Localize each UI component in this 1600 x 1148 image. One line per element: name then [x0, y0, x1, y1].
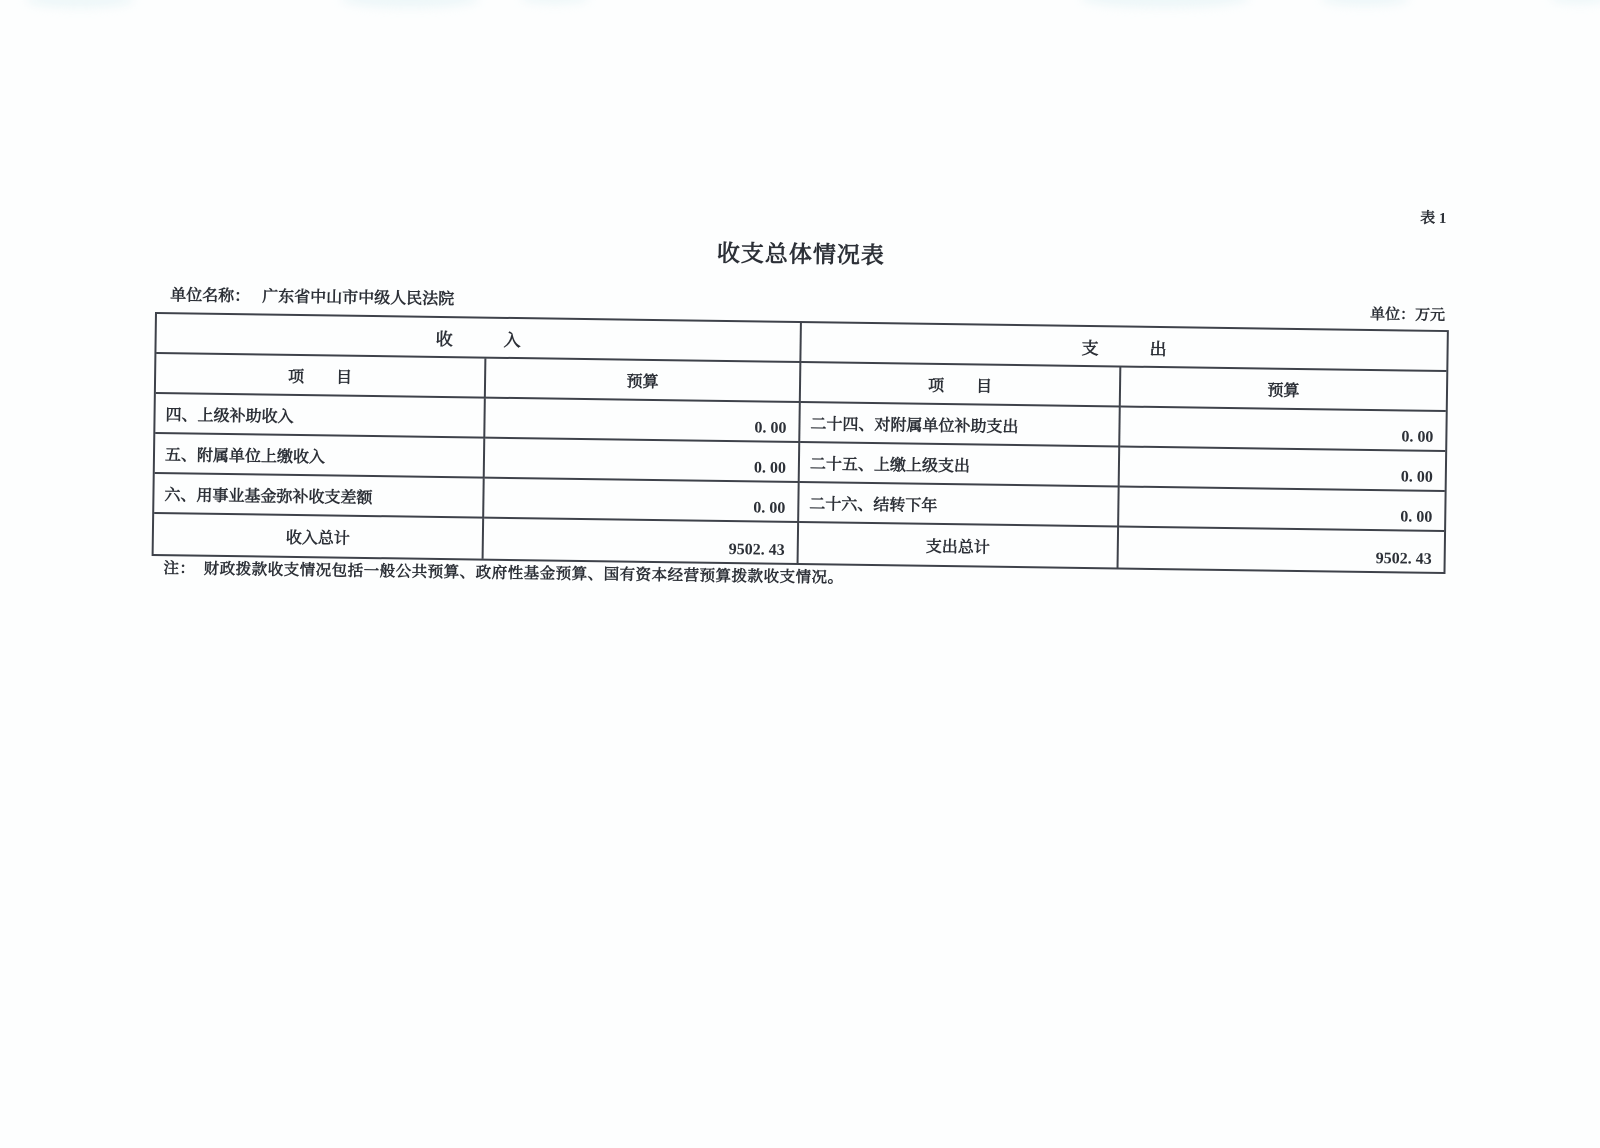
unit-name-value: 广东省中山市中级人民法院: [262, 288, 455, 309]
income-item-column-header: 项 目: [156, 354, 487, 399]
scan-artifact: [1080, 0, 1250, 8]
page-title: 收支总体情况表: [716, 240, 886, 269]
unit-name-label: 单位名称：: [170, 287, 251, 306]
budget-table: [152, 312, 1449, 574]
currency-unit-label: 单位：万元: [1369, 306, 1446, 325]
expense-section-header: 支 出: [801, 323, 1446, 372]
scan-artifact: [520, 0, 590, 4]
income-row-value: 0. 00: [485, 399, 801, 443]
income-budget-column-header: 预算: [486, 359, 802, 403]
unit-name: [170, 282, 454, 309]
expense-item-column-header: 项 目: [801, 363, 1122, 407]
income-row-value: 0. 00: [484, 479, 800, 523]
income-row-value: 0. 00: [485, 439, 801, 483]
income-section-header: 收 入: [156, 314, 801, 363]
expense-total-label: 支出总计: [799, 523, 1120, 567]
expense-row-value: 0. 00: [1119, 487, 1445, 532]
expense-row-value: 0. 00: [1120, 407, 1446, 452]
income-total-label: 收入总计: [154, 514, 485, 559]
expense-budget-column-header: 预算: [1121, 367, 1447, 412]
income-total-value: 9502. 43: [484, 519, 800, 563]
footnote: 注： 财政拨款收支情况包括一般公共预算、政府性基金预算、国有资本经营预算拨款收支情况。: [163, 560, 844, 587]
expense-row-value: 0. 00: [1120, 447, 1446, 492]
income-row-item: 六、用事业基金弥补收支差额: [154, 474, 485, 519]
income-row-item: 四、上级补助收入: [155, 394, 486, 439]
expense-row-item: 二十六、结转下年: [799, 483, 1120, 527]
table-number-tag: 表 1: [1420, 210, 1447, 228]
expense-row-item: 二十四、对附属单位补助支出: [800, 403, 1121, 447]
scan-artifact: [1320, 0, 1410, 6]
income-row-item: 五、附属单位上缴收入: [155, 434, 486, 479]
expense-total-value: 9502. 43: [1375, 550, 1432, 568]
scan-artifact: [1550, 0, 1600, 4]
expense-row-item: 二十五、上缴上级支出: [800, 443, 1121, 487]
